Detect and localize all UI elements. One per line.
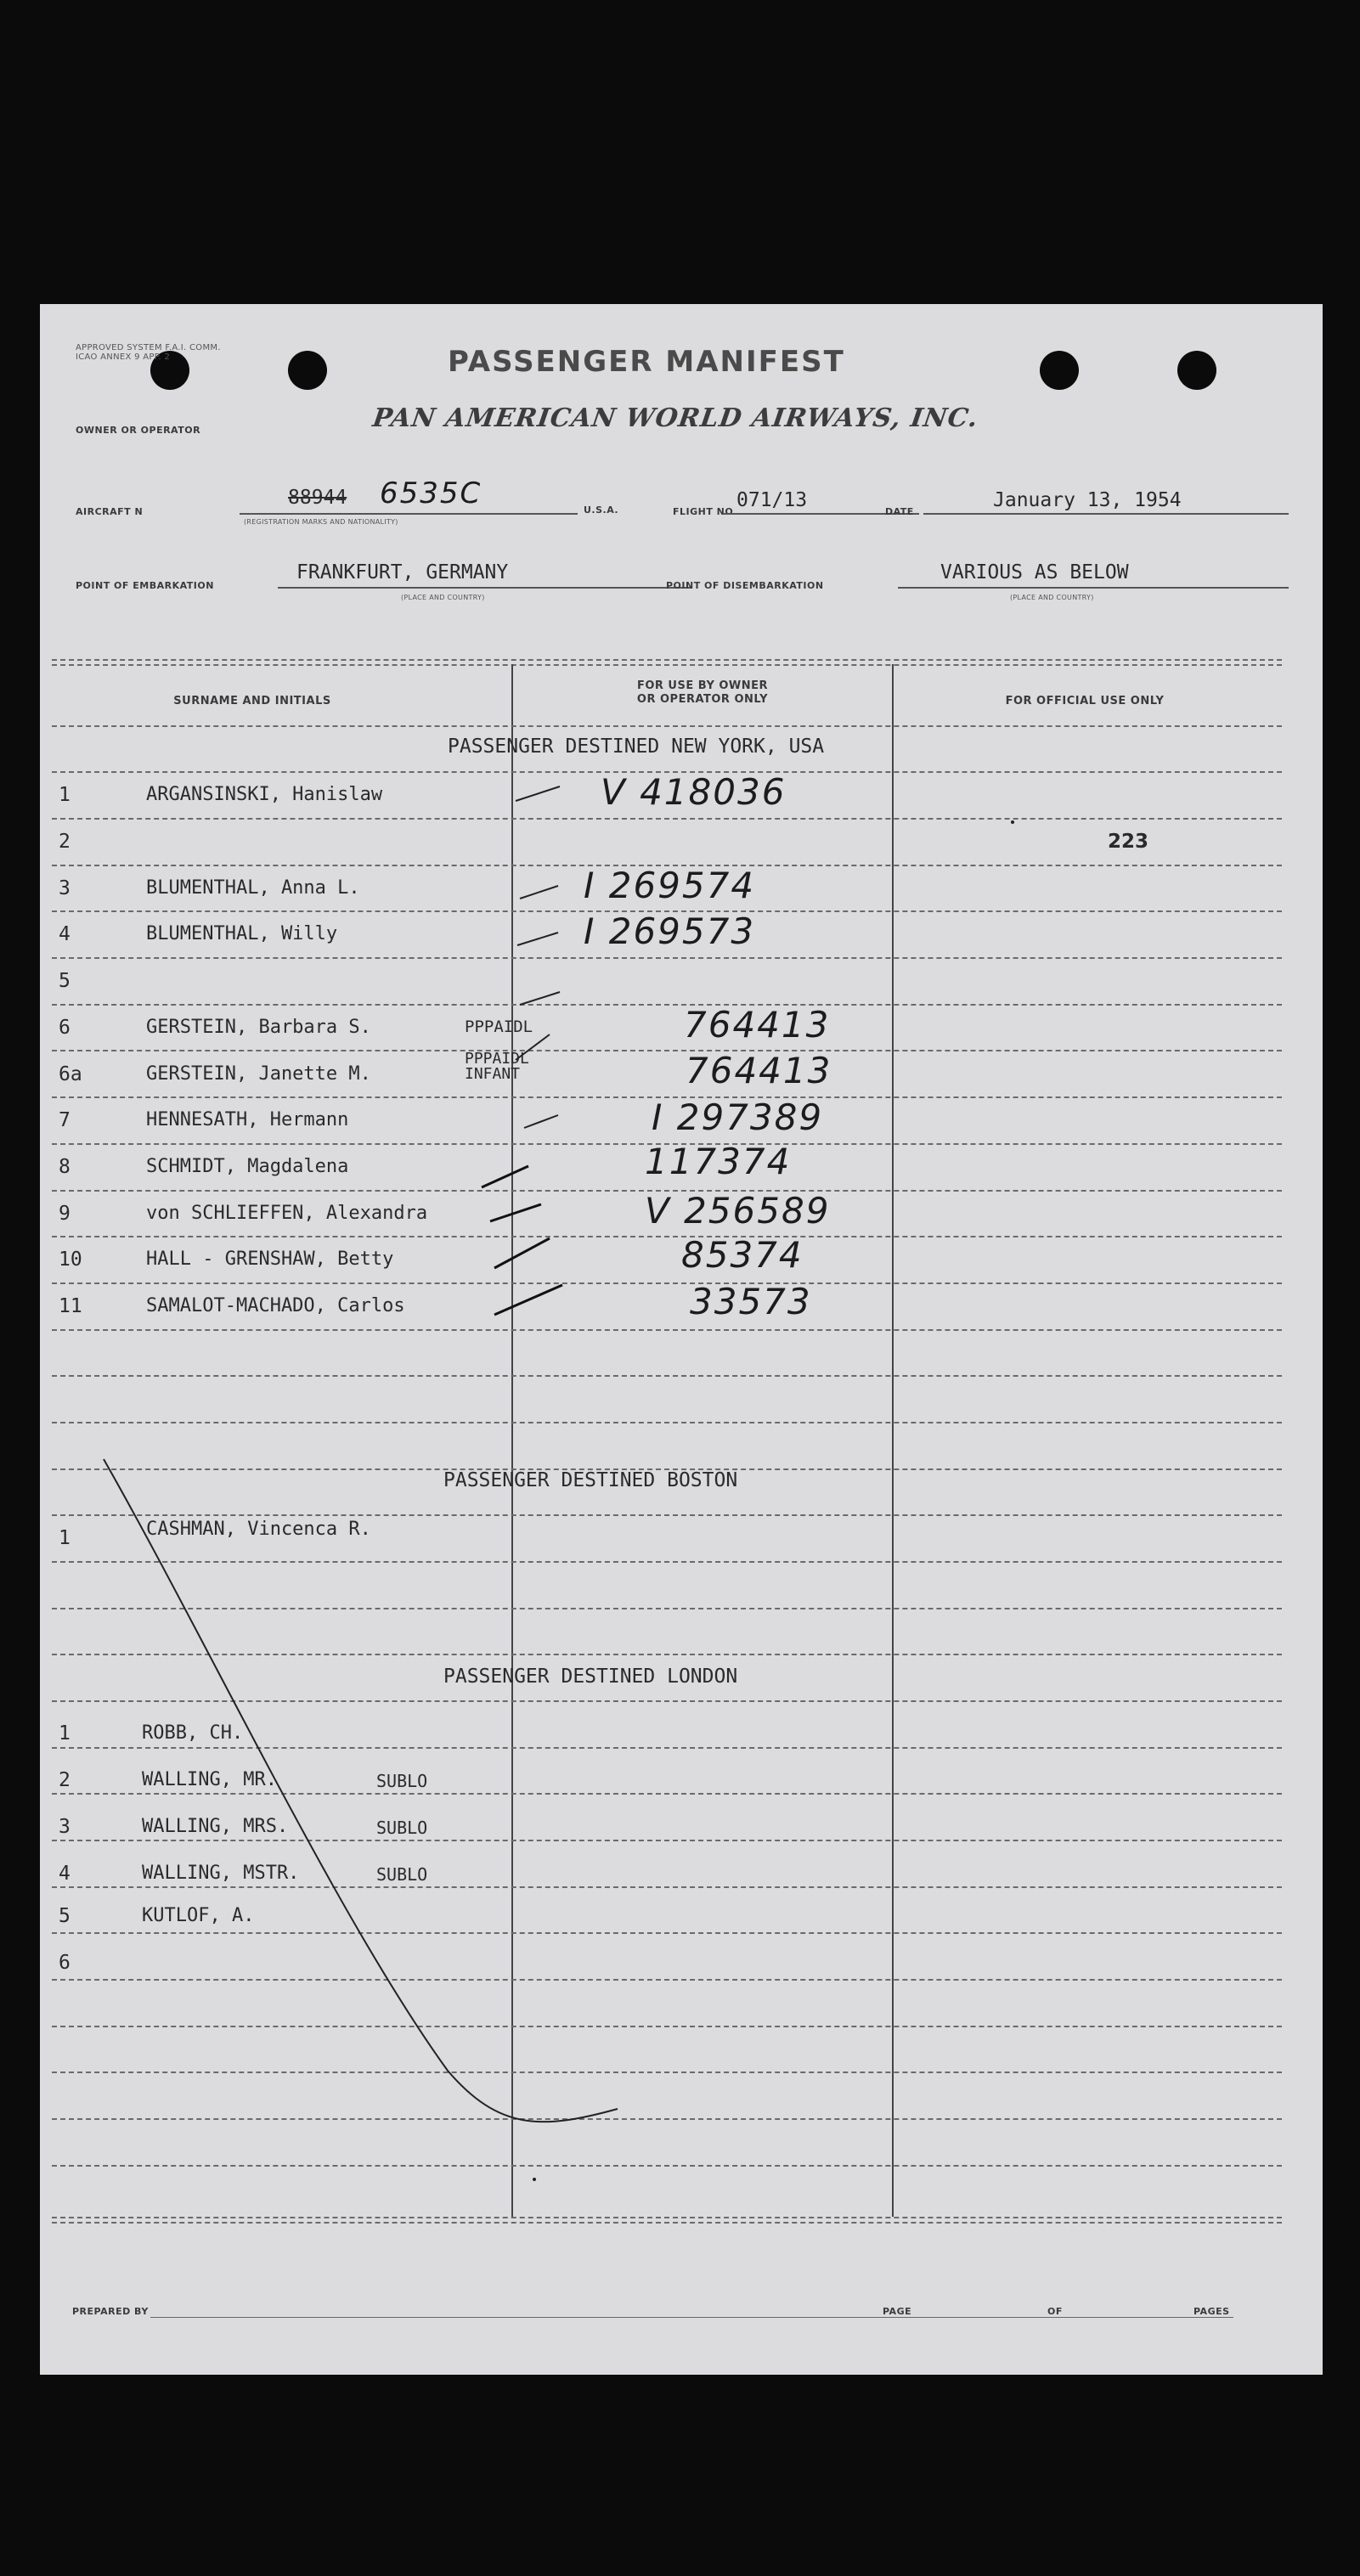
row-number: 7	[59, 1109, 71, 1131]
check-mark	[524, 1115, 558, 1128]
pen-dot	[533, 2178, 536, 2181]
passenger-name: WALLING, MSTR.	[142, 1863, 300, 1884]
check-mark	[520, 886, 558, 899]
of-label: OF	[1047, 2306, 1063, 2317]
row-number: 11	[59, 1295, 82, 1317]
check-mark	[494, 1238, 550, 1268]
passenger-name: HENNESATH, Hermann	[146, 1109, 349, 1130]
passenger-code: I 269573	[584, 910, 756, 952]
header-surname: SURNAME AND INITIALS	[173, 695, 331, 707]
passenger-code: 764413	[686, 1050, 832, 1091]
passenger-name: CASHMAN, Vincenca R.	[146, 1519, 371, 1540]
header-owner-1: FOR USE BY OWNER	[636, 679, 769, 692]
passenger-code: 33573	[690, 1281, 812, 1322]
row-number: 4	[59, 923, 71, 945]
check-mark	[494, 1285, 562, 1315]
passenger-code: I 269574	[584, 865, 756, 906]
passenger-note: PPPAIDL	[465, 1017, 533, 1036]
passenger-note: SUBLO	[376, 1818, 428, 1838]
passenger-name: KUTLOF, A.	[142, 1905, 255, 1926]
pages-label: PAGES	[1194, 2306, 1230, 2317]
passenger-code: 764413	[684, 1004, 831, 1046]
row-number: 5	[59, 1905, 71, 1927]
approval-note: APPROVED SYSTEM F.A.I. COMM. ICAO ANNEX 9 APP. 2	[76, 343, 221, 362]
check-mark	[516, 786, 560, 801]
official-number: 223	[1108, 831, 1149, 853]
row-number: 4	[59, 1863, 71, 1885]
passenger-name: WALLING, MR.	[142, 1769, 277, 1790]
embark-sub: (PLACE AND COUNTRY)	[401, 594, 485, 601]
row-number: 5	[59, 970, 71, 992]
passenger-name: WALLING, MRS.	[142, 1816, 289, 1837]
section-london: PASSENGER DESTINED LONDON	[443, 1666, 738, 1688]
prepared-by-label: PREPARED BY	[72, 2306, 149, 2317]
pen-marks	[40, 304, 1323, 2375]
row-number: 10	[59, 1249, 82, 1271]
aircraft-label: AIRCRAFT N	[76, 506, 144, 517]
flight-label: FLIGHT NO.	[673, 506, 737, 517]
passenger-note: SUBLO	[376, 1771, 428, 1791]
passenger-code: V 256589	[645, 1190, 831, 1232]
row-number: 1	[59, 1527, 71, 1549]
disembark-place: VARIOUS AS BELOW	[940, 561, 1129, 583]
embark-place: FRANKFURT, GERMANY	[296, 561, 509, 583]
passenger-code: 117374	[645, 1141, 792, 1182]
passenger-name: BLUMENTHAL, Willy	[146, 923, 338, 944]
passenger-code: I 297389	[652, 1096, 824, 1138]
header-official: FOR OFFICIAL USE ONLY	[1005, 695, 1165, 707]
airline-name: PAN AMERICAN WORLD AIRWAYS, INC.	[370, 403, 980, 433]
row-number: 2	[59, 831, 71, 853]
row-number: 6	[59, 1017, 71, 1039]
header-owner-2: OR OPERATOR ONLY	[636, 693, 769, 706]
aircraft-sub: (REGISTRATION MARKS AND NATIONALITY)	[244, 518, 398, 526]
page-title: PASSENGER MANIFEST	[448, 345, 845, 379]
of-line	[1072, 2317, 1233, 2318]
passenger-name: HALL - GRENSHAW, Betty	[146, 1249, 394, 1270]
page-line	[923, 2317, 1081, 2318]
passenger-name: GERSTEIN, Barbara S.	[146, 1017, 371, 1038]
row-number: 6	[59, 1952, 71, 1974]
passenger-name: von SCHLIEFFEN, Alexandra	[146, 1203, 428, 1224]
row-number: 1	[59, 784, 71, 806]
passenger-code: 85374	[681, 1234, 804, 1276]
row-number: 3	[59, 877, 71, 899]
page-label: PAGE	[883, 2306, 912, 2317]
passenger-name: SCHMIDT, Magdalena	[146, 1156, 349, 1177]
usa-label: U.S.A.	[584, 504, 619, 516]
prepared-by-line	[150, 2317, 923, 2318]
owner-label: OWNER OR OPERATOR	[76, 425, 201, 436]
disembark-sub: (PLACE AND COUNTRY)	[1010, 594, 1094, 601]
flight-date: January 13, 1954	[993, 489, 1182, 511]
check-mark	[516, 1034, 550, 1060]
diagonal-strike	[104, 1459, 618, 2122]
flight-number: 071/13	[736, 489, 808, 511]
passenger-note: PPPAIDL INFANT	[465, 1050, 529, 1083]
check-mark	[520, 992, 560, 1005]
row-number: 8	[59, 1156, 71, 1178]
aircraft-number: 6535C	[380, 476, 482, 510]
section-new-york: PASSENGER DESTINED NEW YORK, USA	[448, 736, 825, 758]
disembark-label: POINT OF DISEMBARKATION	[666, 580, 824, 591]
row-number: 9	[59, 1203, 71, 1225]
aircraft-struck: 88944	[288, 487, 347, 509]
passenger-name: GERSTEIN, Janette M.	[146, 1063, 371, 1085]
passenger-name: BLUMENTHAL, Anna L.	[146, 877, 360, 899]
row-number: 6a	[59, 1063, 82, 1085]
passenger-name: SAMALOT-MACHADO, Carlos	[146, 1295, 405, 1316]
row-number: 1	[59, 1722, 71, 1745]
check-mark	[490, 1204, 541, 1221]
pen-dot	[1011, 820, 1014, 824]
manifest-form	[40, 304, 1323, 2375]
date-label: DATE	[885, 506, 914, 517]
passenger-name: ROBB, CH.	[142, 1722, 244, 1744]
passenger-code: V 418036	[601, 771, 787, 813]
passenger-note: SUBLO	[376, 1864, 428, 1885]
passenger-name: ARGANSINSKI, Hanislaw	[146, 784, 383, 805]
check-mark	[517, 933, 558, 945]
check-mark	[482, 1166, 528, 1187]
row-number: 3	[59, 1816, 71, 1838]
section-boston: PASSENGER DESTINED BOSTON	[443, 1469, 738, 1491]
embark-label: POINT OF EMBARKATION	[76, 580, 214, 591]
row-number: 2	[59, 1769, 71, 1791]
